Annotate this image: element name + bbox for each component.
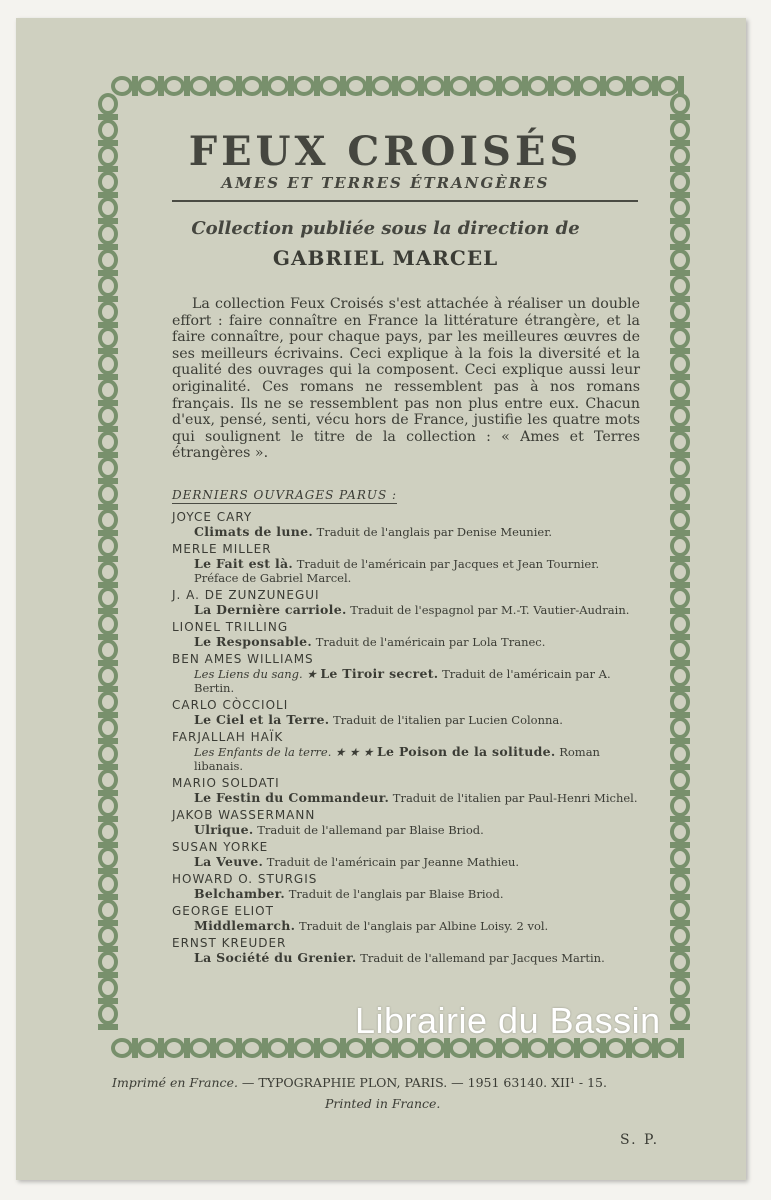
work-entry: [172, 919, 640, 933]
intro-paragraph: La collection Feux Croisés s'est attachée à réaliser un double effort : faire connaître en France la littérature étrangère, et la faire connaître, pour chaque pays, par les meilleures œuvres de ses meilleurs écrivains. Ceci explique à la fois la diversité et la qualité des ouvrages qui la composent. Ceci explique aussi leur originalité. Ces romans ne ressemblent pas à nos romans français. Ils ne se ressemblent pas non plus entre eux. Chacun d'eux, pensé, senti, vécu hors de France, justifie les quatre mots qui soulignent le titre de la collection : « Ames et Terres étrangères ».: [172, 296, 640, 462]
border-ornament: [243, 78, 261, 94]
border-ornament: [295, 1040, 313, 1056]
border-ornament: [672, 719, 688, 737]
border-ornament: [100, 381, 116, 399]
border-ornament: [451, 1040, 469, 1056]
border-ornament: [100, 797, 116, 815]
border-ornament: [670, 1024, 690, 1030]
border-ornament: [672, 979, 688, 997]
work-title: Ulrique.: [194, 822, 254, 837]
border-ornament: [100, 615, 116, 633]
collection-direction-line: Collection publiée sous la direction de: [191, 218, 580, 239]
border-ornament: [100, 641, 116, 659]
border-ornament: [672, 745, 688, 763]
border-ornament: [477, 1040, 495, 1056]
border-ornament: [672, 199, 688, 217]
border-ornament: [672, 355, 688, 373]
work-author: JAKOB WASSERMANN: [172, 808, 316, 822]
border-ornament: [100, 589, 116, 607]
work-title: Climats de lune.: [194, 524, 314, 539]
work-entry: [172, 557, 640, 585]
border-ornament: [672, 901, 688, 919]
border-ornament: [399, 78, 417, 94]
border-ornament: [139, 1040, 157, 1056]
works-list: [172, 510, 640, 968]
border-ornament: [100, 979, 116, 997]
work-entry: [172, 667, 640, 695]
printed-in-france-en: Printed in France.: [325, 1096, 441, 1111]
work-title: Le Festin du Commandeur.: [194, 790, 390, 805]
work-author: SUSAN YORKE: [172, 840, 269, 854]
border-ornament: [269, 1040, 287, 1056]
border-ornament: [243, 1040, 261, 1056]
work-detail: Traduit de l'anglais par Blaise Briod.: [288, 887, 504, 901]
border-ornament: [672, 95, 688, 113]
work-entry: [172, 603, 640, 617]
work-author: FARJALLAH HAÏK: [172, 730, 284, 744]
border-ornament: [165, 78, 183, 94]
work-author: LIONEL TRILLING: [172, 620, 289, 634]
border-ornament: [678, 1038, 684, 1058]
border-ornament: [100, 303, 116, 321]
border-ornament: [100, 459, 116, 477]
work-detail: Traduit de l'américain par Jacques et Jean Tournier. Préface de Gabriel Marcel.: [194, 557, 600, 585]
border-ornament: [607, 1040, 625, 1056]
work-author: ERNST KREUDER: [172, 936, 287, 950]
work-title: Le Tiroir secret.: [320, 666, 439, 681]
work-title: Le Ciel et la Terre.: [194, 712, 330, 727]
border-ornament: [100, 537, 116, 555]
work-entry: [172, 951, 640, 965]
border-ornament: [100, 927, 116, 945]
border-ornament: [451, 78, 469, 94]
border-ornament: [373, 1040, 391, 1056]
border-ornament: [672, 641, 688, 659]
border-ornament: [100, 277, 116, 295]
border-ornament: [581, 78, 599, 94]
work-title: Belchamber.: [194, 886, 286, 901]
border-ornament: [672, 1005, 688, 1023]
work-detail: Traduit de l'anglais par Albine Loisy. 2 vol.: [299, 919, 549, 933]
work-prefix: Les Liens du sang. ★: [194, 667, 317, 681]
border-ornament: [165, 1040, 183, 1056]
border-ornament: [672, 875, 688, 893]
border-ornament: [607, 78, 625, 94]
border-ornament: [100, 771, 116, 789]
border-ornament: [672, 537, 688, 555]
bookseller-watermark: Librairie du Bassin: [355, 1000, 661, 1041]
work-entry: [172, 855, 640, 869]
border-ornament: [100, 901, 116, 919]
work-detail: Traduit de l'italien par Lucien Colonna.: [333, 713, 563, 727]
border-ornament: [659, 1040, 677, 1056]
border-ornament: [269, 78, 287, 94]
border-ornament: [100, 693, 116, 711]
work-detail: Traduit de l'espagnol par M.-T. Vautier-Audrain.: [350, 603, 630, 617]
work-entry: [172, 713, 640, 727]
border-ornament: [672, 459, 688, 477]
border-ornament: [672, 693, 688, 711]
work-author: HOWARD O. STURGIS: [172, 872, 318, 886]
border-ornament: [529, 78, 547, 94]
border-ornament: [347, 1040, 365, 1056]
title-rule: [172, 200, 638, 202]
border-ornament: [503, 78, 521, 94]
border-ornament: [672, 953, 688, 971]
border-ornament: [100, 407, 116, 425]
border-ornament: [672, 849, 688, 867]
border-ornament: [672, 485, 688, 503]
border-ornament: [672, 407, 688, 425]
border-ornament: [217, 78, 235, 94]
border-ornament: [672, 667, 688, 685]
border-ornament: [191, 78, 209, 94]
work-author: CARLO CÒCCIOLI: [172, 698, 289, 712]
border-ornament: [100, 329, 116, 347]
border-ornament: [425, 1040, 443, 1056]
work-title: Le Responsable.: [194, 634, 313, 649]
work-detail: Traduit de l'américain par A. Bertin.: [194, 667, 611, 695]
border-ornament: [100, 95, 116, 113]
price-mark: S. P.: [620, 1132, 660, 1148]
collection-subtitle: AMES ET TERRES ÉTRANGÈRES: [221, 174, 550, 192]
border-ornament: [425, 78, 443, 94]
border-ornament: [672, 277, 688, 295]
border-ornament: [100, 745, 116, 763]
work-entry: [172, 887, 640, 901]
work-title: La Veuve.: [194, 854, 264, 869]
work-detail: Traduit de l'allemand par Jacques Martin.: [360, 951, 605, 965]
border-ornament: [672, 303, 688, 321]
border-ornament: [633, 78, 651, 94]
border-ornament: [100, 875, 116, 893]
border-ornament: [100, 953, 116, 971]
work-author: JOYCE CARY: [172, 510, 253, 524]
work-author: GEORGE ELIOT: [172, 904, 274, 918]
border-ornament: [100, 1005, 116, 1023]
border-ornament: [100, 485, 116, 503]
border-ornament: [672, 823, 688, 841]
border-ornament: [672, 511, 688, 529]
work-detail: Traduit de l'allemand par Blaise Briod.: [257, 823, 484, 837]
border-ornament: [113, 78, 131, 94]
border-ornament: [100, 849, 116, 867]
border-ornament: [100, 199, 116, 217]
collection-title: FEUX CROISÉS: [188, 128, 583, 175]
border-ornament: [678, 76, 684, 96]
border-ornament: [555, 78, 573, 94]
work-entry: [172, 635, 640, 649]
border-ornament: [100, 823, 116, 841]
border-ornament: [503, 1040, 521, 1056]
work-entry: [172, 525, 640, 539]
border-ornament: [672, 615, 688, 633]
printer-info: — TYPOGRAPHIE PLON, PARIS. — 1951 63140. XII¹ - 15.: [241, 1075, 607, 1090]
work-detail: Traduit de l'américain par Lola Tranec.: [315, 635, 546, 649]
work-detail: Traduit de l'américain par Jeanne Mathieu.: [266, 855, 520, 869]
border-ornament: [373, 78, 391, 94]
border-ornament: [399, 1040, 417, 1056]
border-ornament: [633, 1040, 651, 1056]
border-ornament: [100, 563, 116, 581]
border-ornament: [100, 511, 116, 529]
border-ornament: [100, 719, 116, 737]
work-detail: Roman libanais.: [194, 745, 600, 773]
border-ornament: [672, 563, 688, 581]
work-author: J. A. DE ZUNZUNEGUI: [172, 588, 320, 602]
border-ornament: [100, 355, 116, 373]
border-ornament: [139, 78, 157, 94]
border-ornament: [672, 771, 688, 789]
work-author: BEN AMES WILLIAMS: [172, 652, 314, 666]
border-ornament: [295, 78, 313, 94]
work-title: Middlemarch.: [194, 918, 296, 933]
border-ornament: [555, 1040, 573, 1056]
border-ornament: [529, 1040, 547, 1056]
border-ornament: [321, 1040, 339, 1056]
work-entry: [172, 823, 640, 837]
recent-works-heading: DERNIERS OUVRAGES PARUS :: [172, 488, 398, 502]
border-ornament: [672, 589, 688, 607]
imprint-line: [112, 1075, 672, 1090]
work-title: Le Poison de la solitude.: [376, 744, 556, 759]
border-ornament: [672, 927, 688, 945]
border-ornament: [672, 329, 688, 347]
director-name: GABRIEL MARCEL: [272, 246, 499, 270]
work-prefix: Les Enfants de la terre. ★ ★ ★: [194, 745, 374, 759]
border-ornament: [98, 1024, 118, 1030]
work-entry: [172, 791, 640, 805]
border-ornament: [659, 78, 677, 94]
border-ornament: [672, 381, 688, 399]
work-detail: Traduit de l'anglais par Denise Meunier.: [316, 525, 553, 539]
work-title: Le Fait est là.: [194, 556, 294, 571]
border-ornament: [321, 78, 339, 94]
border-ornament: [672, 433, 688, 451]
work-entry: [172, 745, 640, 773]
printed-in-france-fr: Imprimé en France.: [112, 1075, 238, 1090]
border-ornament: [113, 1040, 131, 1056]
border-ornament: [672, 797, 688, 815]
border-ornament: [477, 78, 495, 94]
border-ornament: [347, 78, 365, 94]
work-title: La Société du Grenier.: [194, 950, 357, 965]
work-detail: Traduit de l'italien par Paul-Henri Michel.: [392, 791, 638, 805]
border-ornament: [191, 1040, 209, 1056]
work-author: MARIO SOLDATI: [172, 776, 280, 790]
border-ornament: [100, 433, 116, 451]
work-author: MERLE MILLER: [172, 542, 272, 556]
border-ornament: [100, 667, 116, 685]
border-ornament: [217, 1040, 235, 1056]
border-ornament: [581, 1040, 599, 1056]
work-title: La Dernière carriole.: [194, 602, 347, 617]
